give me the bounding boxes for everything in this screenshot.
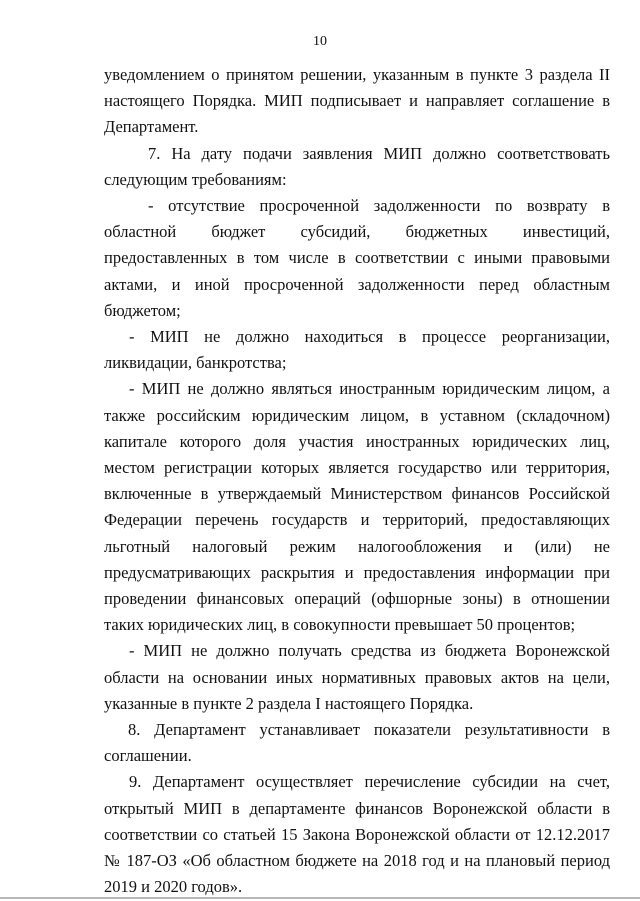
paragraph-item-8: 8. Департамент устанавливает показатели результативности в соглашении. (104, 720, 610, 766)
scan-edge-line (0, 897, 640, 899)
document-body (104, 62, 610, 901)
paragraph-requirement-debt: - отсутствие просроченной задолженности по возврату в областной бюджет субсидий, бюджетных инвестиций, предоставленных в том числе в соответствии с иными правовыми актами, и иной просроченной задолженности перед областным бюджетом; (104, 196, 610, 320)
page-number: 10 (313, 34, 327, 49)
paragraph-requirement-foreign-entity: - МИП не должно являться иностранным юридическим лицом, а также российским юридическим лицом, в уставном (складочном) капитале которого доля участия иностранных юридических лиц, местом регистрации которых является государство или территория, включенные в утверждаемый Министерством финансов Российской Федерации перечень государств и территорий, предоставляющих льготный налоговый режим налогообложения и (или) не предусматривающих раскрытия и предоставления информации при проведении финансовых операций (офшорные зоны) в отношении таких юридических лиц, в совокупности превышает 50 процентов; (104, 379, 610, 635)
paragraph-requirement-other-funds: - МИП не должно получать средства из бюджета Воронежской области на основании иных нормативных правовых актов на цели, указанные в пункте 2 раздела I настоящего Порядка. (104, 641, 610, 713)
paragraph-requirement-reorganization: - МИП не должно находиться в процессе реорганизации, ликвидации, банкротства; (104, 327, 610, 373)
paragraph-item-9: 9. Департамент осуществляет перечисление субсидии на счет, открытый МИП в департаменте финансов Воронежской области в соответствии со статьей 15 Закона Воронежской области от 12.12.2017 № 187-ОЗ «Об областном бюджете на 2018 год и на плановый период 2019 и 2020 годов». (104, 772, 610, 897)
paragraph-item-7: 7. На дату подачи заявления МИП должно соответствовать следующим требованиям: (104, 143, 610, 189)
paragraph-continuation: уведомлением о принятом решении, указанным в пункте 3 раздела II настоящего Порядка. МИП подписывает и направляет соглашение в Департамент. (104, 65, 610, 137)
